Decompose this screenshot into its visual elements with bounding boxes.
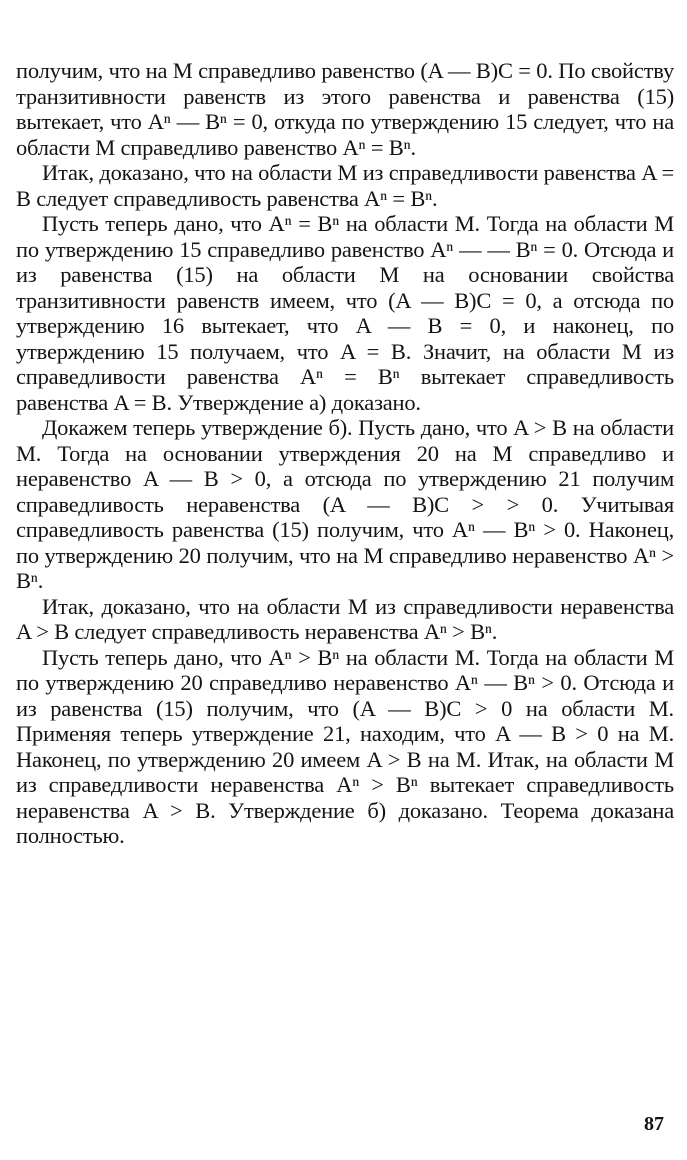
paragraph-4: Докажем теперь утверждение б). Пусть дано, что A > B на области M. Тогда на основании утверждения 20 на M справедливо и неравенство A — B > 0, а отсюда по утверждению 21 получим справедливость неравенства (A — B)C > > 0. Учитывая справедливость равенства (15) получим, что Aⁿ — Bⁿ > 0. Наконец, по утверждению 20 получим, что на M справедливо неравенство Aⁿ > Bⁿ. (16, 415, 674, 593)
paragraph-6: Пусть теперь дано, что Aⁿ > Bⁿ на области M. Тогда на области M по утверждению 20 справедливо неравенство Aⁿ — Bⁿ > 0. Отсюда и из равенства (15) получим, что (A — B)C > 0 на области M. Применяя теперь утверждение 21, находим, что A — B > 0 на M. Наконец, по утверждению 20 имеем A > B на M. Итак, на области M из справедливости неравенства Aⁿ > Bⁿ вытекает справедливость неравенства A > B. Утверждение б) доказано. Теорема доказана полностью. (16, 644, 674, 848)
paragraph-2: Итак, доказано, что на области M из справедливости равенства A = B следует справедливость равенства Aⁿ = Bⁿ. (16, 160, 674, 211)
page-body (16, 58, 674, 849)
paragraph-1: получим, что на M справедливо равенство (A — B)C = 0. По свойству транзитивности равенств из этого равенства и равенства (15) вытекает, что Aⁿ — Bⁿ = 0, откуда по утверждению 15 следует, что на области M справедливо равенство Aⁿ = Bⁿ. (16, 58, 674, 160)
paragraph-3: Пусть теперь дано, что Aⁿ = Bⁿ на области M. Тогда на области M по утверждению 15 справедливо равенство Aⁿ — — Bⁿ = 0. Отсюда и из равенства (15) на области M на основании свойства транзитивности равенств имеем, что (A — B)C = 0, а отсюда по утверждению 16 вытекает, что A — B = 0, и наконец, по утверждению 15 получаем, что A = B. Значит, на области M из справедливости равенства Aⁿ = Bⁿ вытекает справедливость равенства A = B. Утверждение а) доказано. (16, 211, 674, 415)
page-number: 87 (644, 1113, 664, 1135)
paragraph-5: Итак, доказано, что на области M из справедливости неравенства A > B следует справедливость неравенства Aⁿ > Bⁿ. (16, 593, 674, 644)
